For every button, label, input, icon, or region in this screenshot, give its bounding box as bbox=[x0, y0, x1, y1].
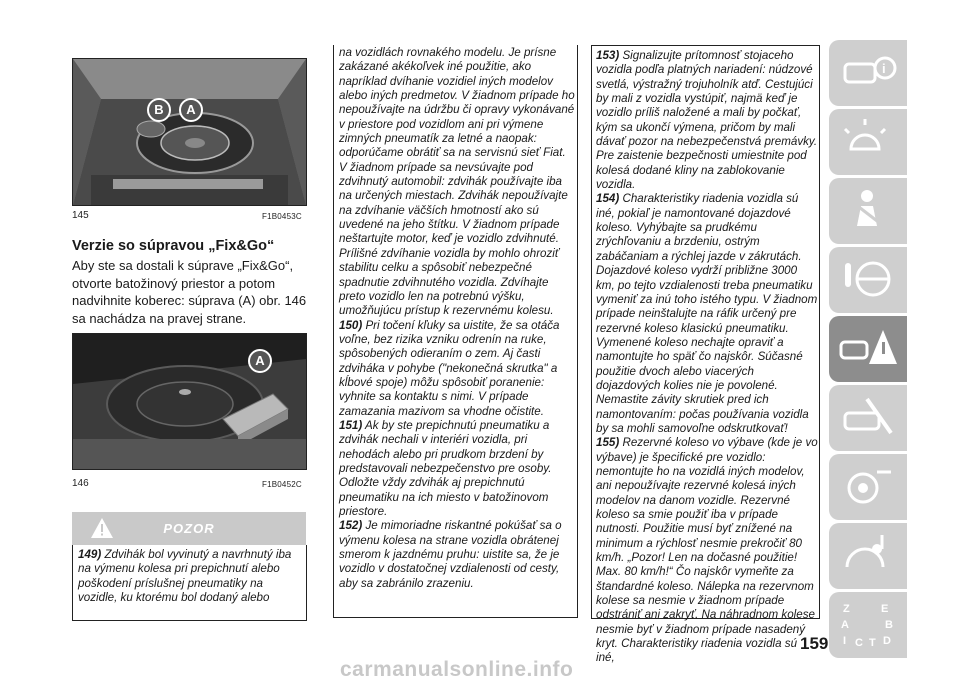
emergency-triangle-icon bbox=[837, 320, 899, 378]
alphabetical-index-icon bbox=[837, 596, 899, 654]
callout-a: A bbox=[179, 98, 203, 122]
index-letter: D bbox=[883, 635, 891, 647]
tab-starting-driving[interactable] bbox=[829, 247, 907, 313]
right-paragraph: 155) Rezervné koleso vo výbave (kde je vo výbave) je špecifické pre vozidlo: nemontujte ho na vozidlá iných modelov, ani nepoužívajte rezervné kolesá iných modelov na danom vozidle. Rezervné koleso sa smie použiť iba v prípade nutnosti. Použitie musí byť znížené na minimum a rýchlosť nesmie prekročiť 80 km/h. „Pozor! Len na dočasné použitie! Max. 80 km/h!“ Čo najskôr vymeňte za štandardné koleso. Nálepka na rezervnom kolese sa nesmie v žiadnom prípade odstrániť ani zakryť. Na náhradnom kolese nesmie byť v žiadnom prípade nasadený kryt. Charakteristiky riadenia vozidla sú iné, bbox=[596, 436, 818, 665]
figure-caption: 145 bbox=[72, 210, 89, 221]
warning-note: 149) Zdvihák bol vyvinutý a navrhnutý iba na výmenu kolesa pri prepichnutí alebo poškodení príslušnej pneumatiky na vozidle, ku ktorému bol dodaný alebo bbox=[78, 548, 292, 605]
steering-key-icon bbox=[837, 251, 899, 309]
index-letter: Z bbox=[843, 603, 850, 615]
warning-header bbox=[72, 512, 306, 545]
middle-paragraph: 151) Ak by ste prepichnutú pneumatiku a zdvihák nechali v interiéri vozidla, pri nehodách alebo pri prudkom brzdení by predstavovali nebezpečenstvo pre osoby. Odložte vždy zdvihák aj prepichnutú pneumatiku na ich miesto v batožinovom priestore. bbox=[339, 418, 552, 518]
index-letter: B bbox=[885, 619, 893, 631]
figure-code: F1B0452C bbox=[262, 480, 302, 489]
tab-safety[interactable] bbox=[829, 178, 907, 244]
footer-watermark: carmanualsonline.info bbox=[340, 658, 574, 681]
car-info-icon bbox=[837, 44, 899, 102]
right-paragraph: 153) Signalizujte prítomnosť stojaceho vozidla podľa platných nariadení: núdzové svetlá, výstražný trojuholník atď. Cestujúci by mali z vozidla vystúpiť, najmä keď je vozidlo príliš naložené a mali by počkať, kým sa ukončí výmena, pričom by mali dávať pozor na nebezpečenstvá premávky. Pre zaistenie bezpečnosti umiestnite pod kolesá dodané kliny na zablokovanie vozidla. bbox=[596, 49, 818, 192]
figure-145-photo bbox=[72, 58, 307, 206]
tab-dashboard[interactable] bbox=[829, 109, 907, 175]
tab-alphabetical-index[interactable] bbox=[829, 592, 907, 658]
tab-car-info[interactable] bbox=[829, 40, 907, 106]
middle-paragraph: 152) Je mimoriadne riskantné pokúšať sa o výmenu kolesa na strane vozidla obrátenej smerom k jazdnému pruhu: uistite sa, že je vozidlo v dostatočnej vzdialenosti od cesty, aby sa zabránilo zrazeniu. bbox=[339, 519, 562, 590]
callout-a: A bbox=[248, 349, 272, 373]
figure-146-photo bbox=[72, 333, 307, 470]
seatbelt-safety-icon bbox=[837, 182, 899, 240]
tab-emergency[interactable] bbox=[829, 316, 907, 382]
dashboard-lights-icon bbox=[837, 113, 899, 171]
index-letter: E bbox=[881, 603, 889, 615]
tab-multimedia[interactable] bbox=[829, 523, 907, 589]
middle-column bbox=[339, 46, 575, 591]
callout-b: B bbox=[147, 98, 171, 122]
tab-technical-data[interactable] bbox=[829, 454, 907, 520]
index-letter: T bbox=[869, 637, 876, 649]
figure-caption: 146 bbox=[72, 478, 89, 489]
warning-title: POZOR bbox=[163, 521, 215, 536]
page-number: 159 bbox=[800, 634, 829, 653]
technical-data-icon bbox=[837, 458, 899, 516]
svg-text:i: i bbox=[882, 61, 886, 76]
tab-maintenance[interactable] bbox=[829, 385, 907, 451]
index-letter: I bbox=[843, 635, 847, 647]
multimedia-icon bbox=[837, 527, 899, 585]
section-heading: Verzie so súpravou „Fix&Go“ bbox=[72, 238, 275, 254]
maintenance-wrench-icon bbox=[837, 389, 899, 447]
middle-paragraph: 150) Pri točení kľuky sa uistite, že sa otáča voľne, bez rizika vzniku odrenín na ruke, spôsobených odieraním o zem. Aj časti zdviháka v pohybe ("nekonečná skrutka" a kĺbové spoje) môžu spôsobiť poranenie: vyhnite sa kontaktu s nimi. V prípade zamazania mazivom sa vhodne očistite. bbox=[339, 318, 560, 418]
middle-paragraph: na vozidlách rovnakého modelu. Je prísne zakázané akékoľvek iné použitie, ako napríklad dvíhanie vozidiel iných modelov alebo iných predmetov. V žiadnom prípade ho nepoužívajte na údržbu či opravy vykonávané v priestore pod vozidlom ani pri výmene zimných pneumatík za letné a naopak: odporúčame obrátiť sa na servisnú sieť Fiat. V žiadnom prípade sa nevsúvajte pod zdvihnutý automobil: zdvihák používajte iba na určených miestach. Zdvihák nepoužívajte na zdvíhanie väčších hmotností ako sú uvedené na jeho štítku. V žiadnom prípade neštartujte motor, keď je vozidlo zdvihnuté. Prílišné zdvíhanie vozidla by mohlo ohroziť stabilitu celku a spôsobiť nebezpečné spadnutie zdvihnutého vozidla. Zdvíhajte preto vozidlo len na potrebnú výšku, umožňujúcu prístup k rezervnému kolesu. bbox=[339, 46, 575, 318]
index-letter: A bbox=[841, 619, 849, 631]
right-paragraph: 154) Charakteristiky riadenia vozidla sú iné, pokiaľ je namontované dojazdové koleso. Vyhýbajte sa prudkému zrýchľovaniu a brzdeniu, ostrým zabáčaniam a rýchlej jazde v zákrutách. Dojazdové koleso vydrží približne 3000 km, po tejto vzdialenosti treba pneumatiku vymeniť za inú toho istého typu. V žiadnom prípade neinštalujte na ráfik určený pre rezervné koleso klasickú pneumatiku. Vymenené koleso nechajte opraviť a namontujte ho späť čo najskôr. Súčasné použitie dvoch alebo viacerých dojazdových kolies nie je povolené. Nemastite závity skrutiek pred ich namontovaním: počas používania vozidla by sa mohli samovoľne odskrutkovať! bbox=[596, 192, 818, 435]
figure-code: F1B0453C bbox=[262, 212, 302, 221]
section-body: Aby ste sa dostali k súprave „Fix&Go“, otvorte batožinový priestor a potom nadvihnite koberec: súprava (A) obr. 146 sa nachádza na pravej strane. bbox=[72, 258, 307, 326]
right-column bbox=[596, 49, 818, 666]
index-letter: C bbox=[855, 637, 863, 649]
warning-box bbox=[72, 545, 307, 621]
